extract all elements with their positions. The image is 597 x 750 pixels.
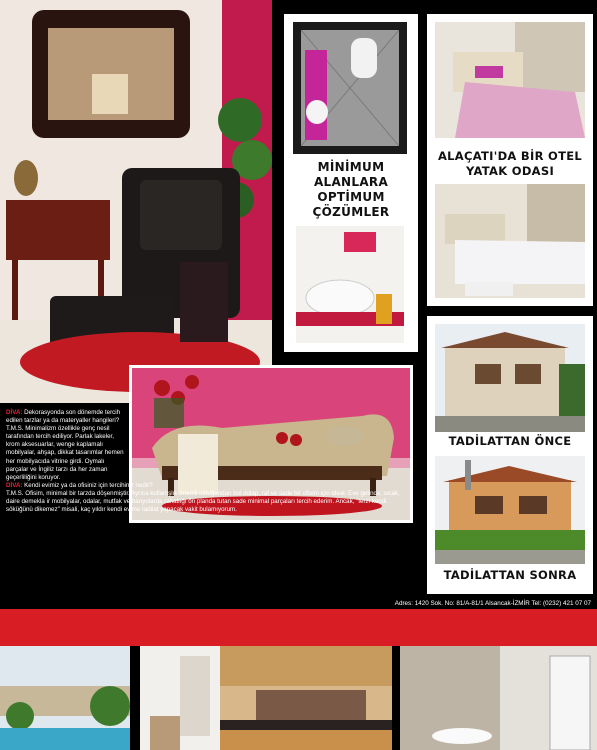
intro-paragraph: DİVA: Dekorasyonda son dönemde tercih edilen tarzlar ya da materyaller hangileri? T.M.S. Minimalizm özellikle genç nesil tarafından tercih ediliyor. Parlak lakeler, krom aksesuarlar, wenge kaplamalı mobilyalar, ahşap, dikkat tasarımlar hemen her mobilyacıda vitrine girdi. Oymalı parçalar ve İngiliz tarzı da her zaman geçerliliğini koruyor. (6, 409, 124, 481)
kitchen-illustration (220, 646, 392, 750)
minimum-caption-line-3: OPTİMUM (317, 190, 385, 204)
intro-text: Dekorasyonda son dönemde tercih edilen tarzlar ya da materyaller hangileri? T.M.S. Minimalizm özellikle genç nesil tarafından tercih ediliyor. Parlak lakeler, krom aksesuarlar, wenge kaplamalı mobilyalar, ahşap, dikkat tasarımlar hemen her mobilyacıda vitrine girdi. Oymalı parçalar ve İngiliz tarzı da her zaman geçerliliğini koruyor. (6, 409, 124, 481)
hotel-room-illustration-2 (435, 184, 585, 298)
red-divider-bar (0, 609, 597, 646)
after-house-illustration (435, 456, 585, 564)
minimum-caption-line-1: MİNİMUM (317, 160, 385, 174)
pool-photo (0, 646, 130, 750)
minimum-panel (284, 14, 418, 352)
renovation-panel (427, 316, 593, 594)
kitchen-photo (220, 646, 392, 750)
answer-paragraph (6, 490, 411, 514)
before-photo (435, 324, 585, 432)
article-text (6, 409, 406, 514)
interior-illustration (140, 646, 220, 750)
alacati-caption-line-1: ALAÇATI'DA BİR OTEL (437, 149, 583, 163)
minimum-caption-line-2: ALANLARA (313, 175, 389, 189)
answer-text: T.M.S. Ofisim, minimal bir tarzda döşenmiştir. Ayrıca kullanışlık önemli olduğundan bol dolap, raf ve sade bir ofisim için ideal. Eve gelince, sıcak, daire demekla ir mobilyalar, odalar, mutfak ve banyolarda rahatlığı ön planda tutan sade minimal parçaları tercih ederim. Ancak, "terzi kendi söküğünü dikemez" misali, kaç yıldır kendi evime tadilat yapacak vakit bulamıyorum. (6, 489, 400, 514)
bathroom-illustration (400, 646, 597, 750)
after-photo (435, 456, 585, 564)
intro-label: DİVA (6, 409, 21, 416)
bathroom-plan-frame (293, 22, 407, 154)
pool-illustration (0, 646, 130, 750)
alacati-caption-line-2: YATAK ODASI (465, 164, 555, 178)
hotel-room-photo-2 (435, 184, 585, 298)
question-paragraph: DİVA: Kendi evimiz ya da ofisiniz için tercihiniz nedir? (6, 481, 153, 489)
bathroom-photo (400, 646, 597, 750)
interior-photo (140, 646, 220, 750)
sink-photo (296, 226, 404, 343)
minimum-caption-line-4: ÇÖZÜMLER (312, 205, 390, 219)
alacati-caption (427, 149, 593, 179)
before-caption: TADİLATTAN ÖNCE (448, 434, 572, 448)
sink-illustration (296, 226, 404, 343)
question-label: DİVA (6, 481, 21, 489)
after-caption: TADİLATTAN SONRA (443, 568, 577, 582)
question-text: Kendi evimiz ya da ofisiniz için tercihiniz nedir? (24, 481, 153, 489)
address-line: Adres: 1420 Sok. No: 81/A-81/1 Alsancak-İZMİR Tel: (0232) 421 07 07 (0, 598, 597, 609)
bathroom-plan-illustration (301, 30, 399, 146)
hotel-room-illustration-1 (435, 22, 585, 138)
living-room-photo (0, 0, 272, 403)
living-room-illustration (0, 0, 272, 403)
hotel-room-photo-1 (435, 22, 585, 138)
minimum-caption (284, 160, 418, 220)
before-house-illustration (435, 324, 585, 432)
alacati-panel (427, 14, 593, 306)
